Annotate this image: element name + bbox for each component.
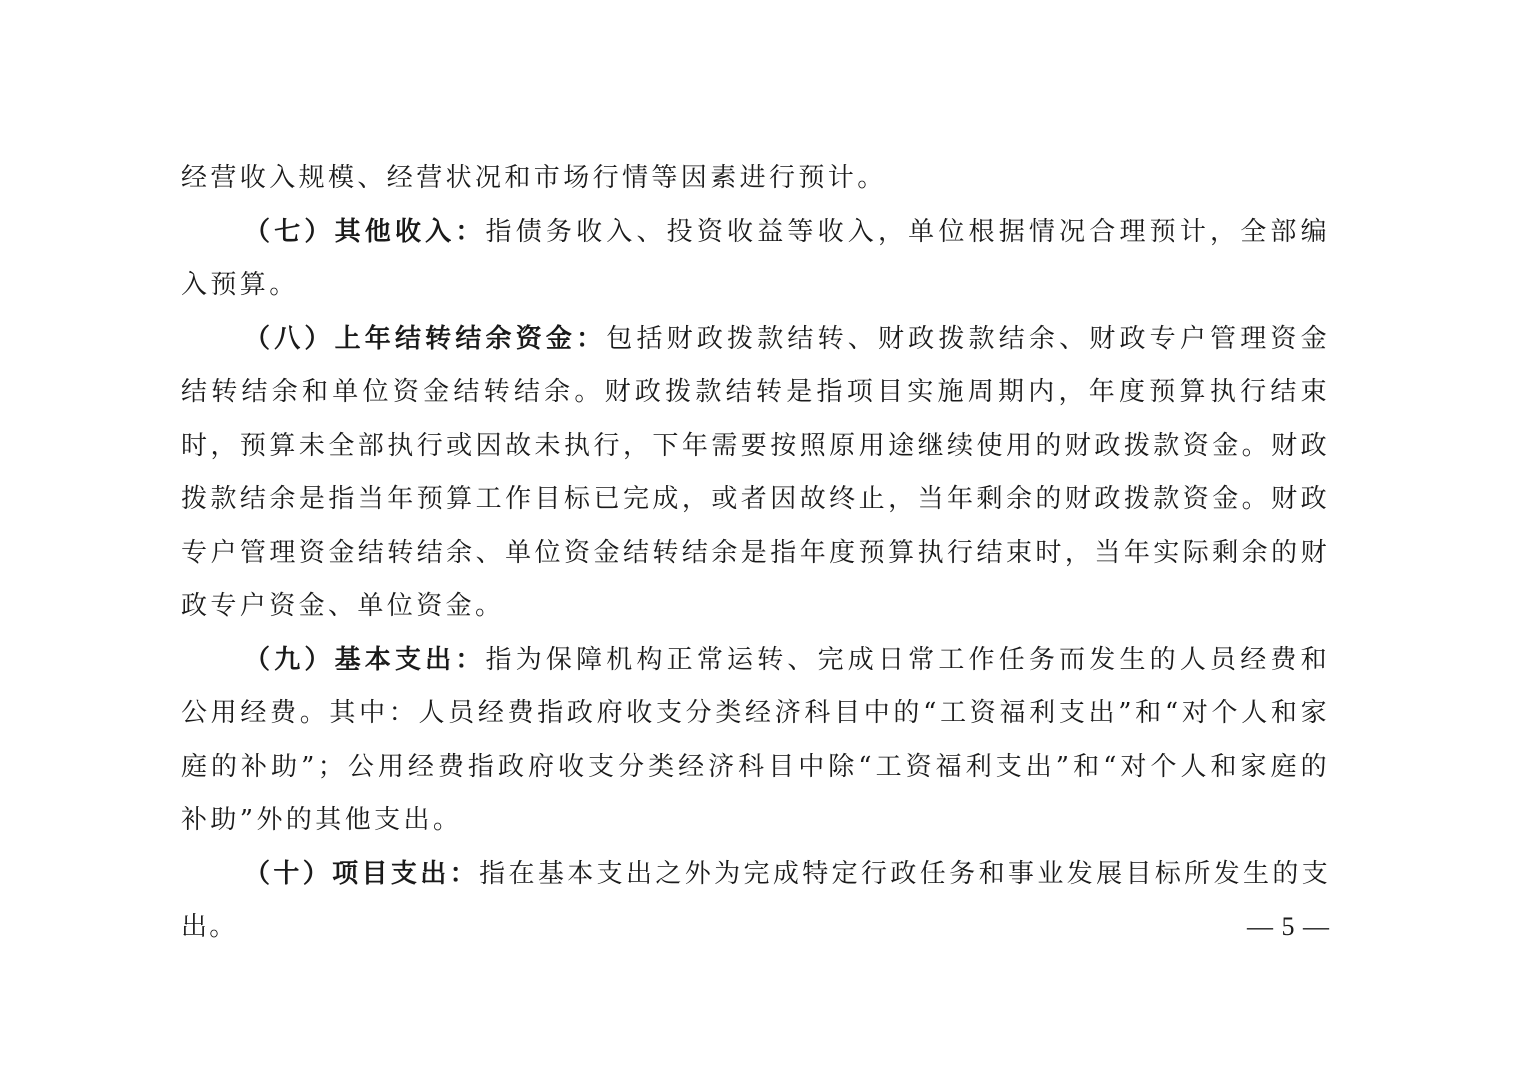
paragraph-body: 指在基本支出之外为完成特定行政任务和事业发展目标所发生的支出。 [181, 858, 1330, 942]
section-heading-ten: （十）项目支出： [244, 858, 480, 889]
document-page [181, 152, 1330, 955]
section-heading-seven: （七）其他收入： [244, 216, 486, 247]
paragraph-body: 经营收入规模、经营状况和市场行情等因素进行预计。 [181, 163, 887, 193]
page-number: — 5 — [1247, 912, 1330, 941]
paragraph-body: 指债务收入、投资收益等收入，单位根据情况合理预计，全部编入预算。 [181, 216, 1331, 300]
paragraph-body: 包括财政拨款结转、财政拨款结余、财政专户管理资金结转结余和单位资金结转结余。财政拨款结转是指项目实施周期内，年度预算执行结束时，预算未全部执行或因故未执行，下年需要按照原用途继续使用的财政拨款资金。财政拨款结余是指当年预算工作目标已完成，或者因故终止，当年剩余的财政拨款资金。财政专户管理资金结转结余、单位资金结转结余是指年度预算执行结束时，当年实际剩余的财政专户资金、单位资金。 [181, 323, 1330, 621]
section-heading-eight: （八）上年结转结余资金： [244, 323, 607, 354]
paragraph-continuation [181, 152, 1330, 206]
paragraph-project-expenditure [181, 848, 1330, 955]
paragraph-body: 指为保障机构正常运转、完成日常工作任务而发生的人员经费和公用经费。其中：人员经费指政府收支分类经济科目中的“工资福利支出”和“对个人和家庭的补助”；公用经费指政府收支分类经济科目中除“工资福利支出”和“对个人和家庭的补助”外的其他支出。 [181, 644, 1331, 835]
section-heading-nine: （九）基本支出： [244, 644, 486, 675]
paragraph-other-income [181, 206, 1330, 313]
paragraph-basic-expenditure [181, 634, 1330, 848]
paragraph-carryover-funds [181, 313, 1330, 634]
